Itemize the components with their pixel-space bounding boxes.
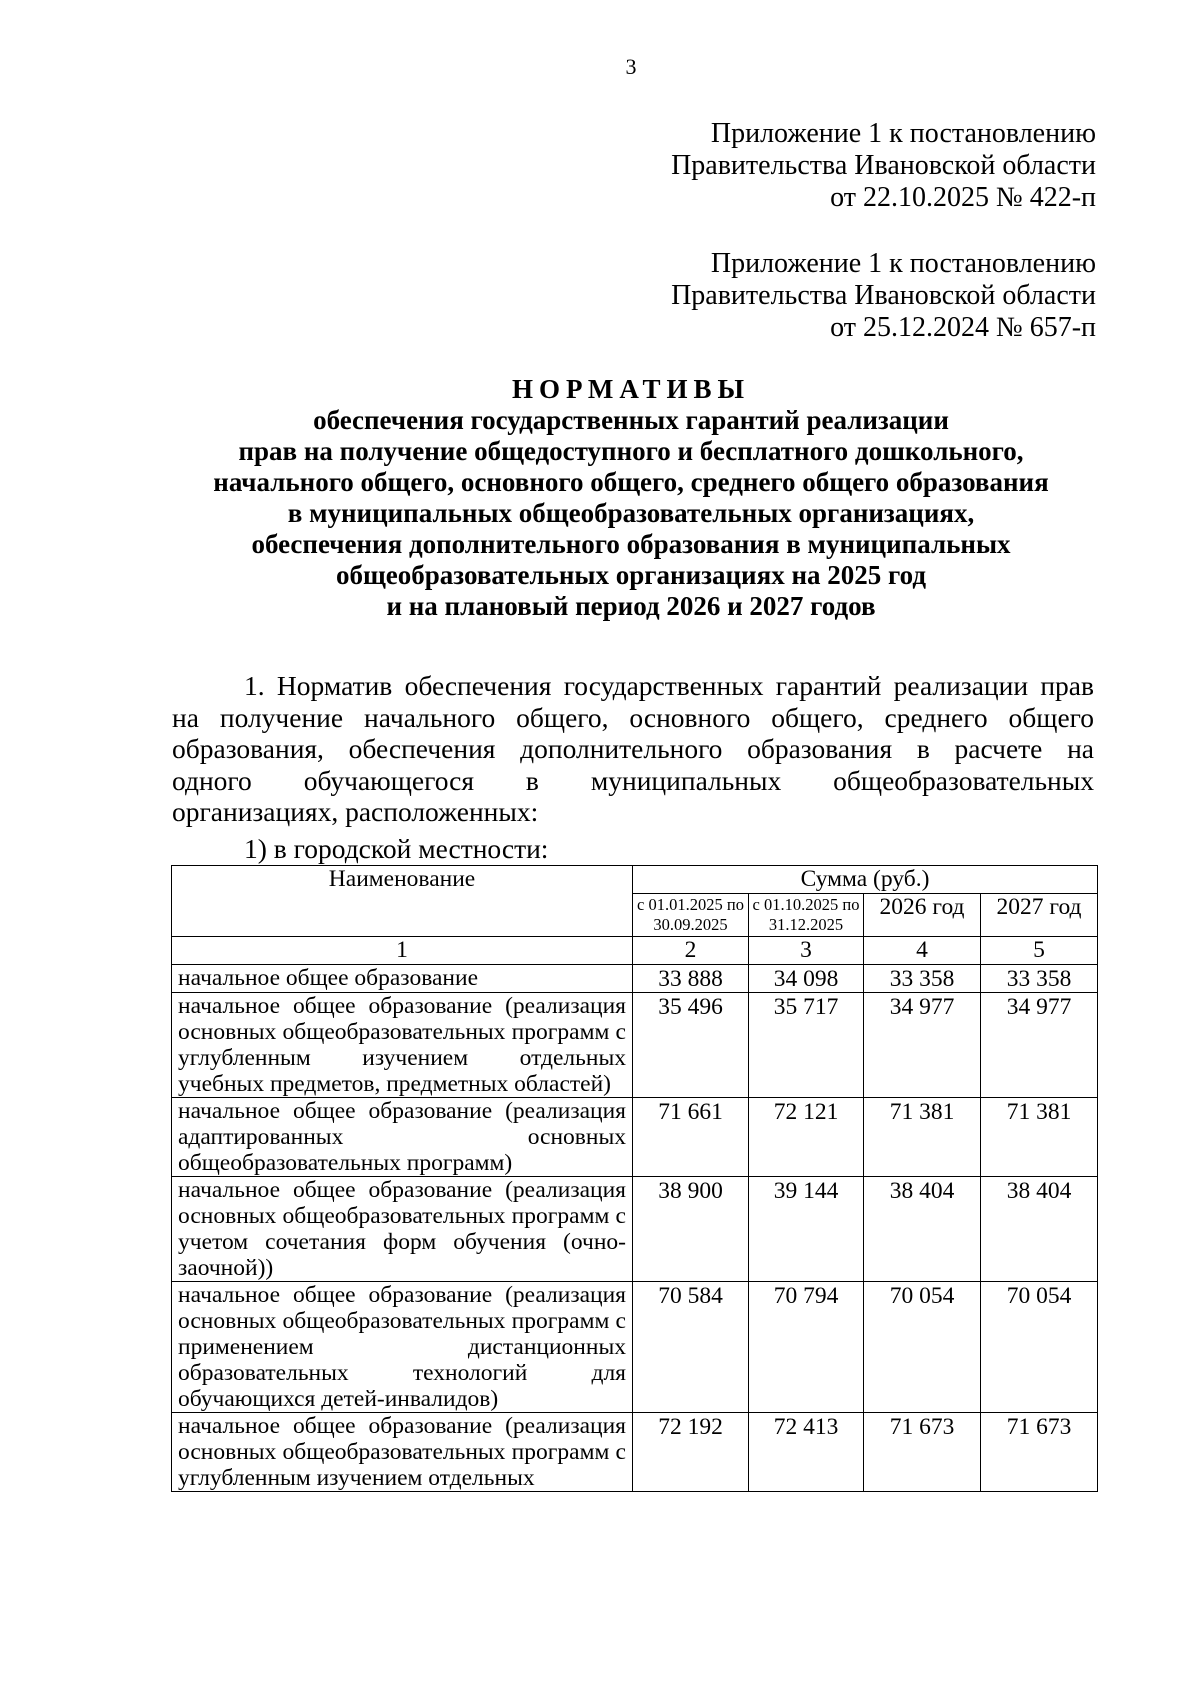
- title-line: обеспечения дополнительного образования в муниципальных: [251, 529, 1011, 559]
- appendix-current-line1: Приложение 1 к постановлению: [710, 118, 1096, 149]
- page-number: 3: [625, 54, 637, 79]
- row-name: начальное общее образование (реализация основных общеобразовательных программ с применением дистанционных образовательных технологий для обучающихся детей-инвалидов): [172, 1282, 633, 1413]
- row-value-2026: 70 054: [864, 1282, 981, 1413]
- header-2027: 2027 год: [981, 894, 1098, 937]
- document-title: [165, 374, 1097, 622]
- appendix-current: [671, 118, 1096, 214]
- column-number: 1: [172, 937, 633, 965]
- paragraph-1: [172, 670, 1094, 828]
- row-value-2025-q1-q3: 70 584: [633, 1282, 749, 1413]
- title-line: начального общего, основного общего, среднего общего образования: [213, 467, 1049, 497]
- paragraph-line: одного обучающегося в муниципальных общеобразовательных: [172, 764, 1094, 796]
- row-value-2025-q1-q3: 35 496: [633, 993, 749, 1098]
- appendix-original-line2: Правительства Ивановской области: [671, 280, 1096, 311]
- row-value-2025-q4: 72 413: [749, 1413, 864, 1492]
- column-number: 2: [633, 937, 749, 965]
- table-row: [172, 1177, 1098, 1282]
- row-value-2025-q4: 34 098: [749, 965, 864, 993]
- appendix-current-line2: Правительства Ивановской области: [671, 150, 1096, 181]
- row-value-2026: 71 673: [864, 1413, 981, 1492]
- header-sum: Сумма (руб.): [633, 866, 1098, 894]
- appendix-original-line1: Приложение 1 к постановлению: [710, 248, 1096, 279]
- row-value-2025-q4: 35 717: [749, 993, 864, 1098]
- row-value-2025-q1-q3: 72 192: [633, 1413, 749, 1492]
- title-line: обеспечения государственных гарантий реализации: [313, 405, 949, 435]
- row-value-2025-q1-q3: 38 900: [633, 1177, 749, 1282]
- header-2026: 2026 год: [864, 894, 981, 937]
- row-value-2025-q1-q3: 71 661: [633, 1098, 749, 1177]
- title-line: прав на получение общедоступного и бесплатного дошкольного,: [238, 436, 1024, 466]
- column-number-row: [172, 937, 1098, 965]
- row-value-2027: 38 404: [981, 1177, 1098, 1282]
- title-line: общеобразовательных организациях на 2025 год: [336, 560, 926, 590]
- paragraph-line: на получение начального общего, основного общего, среднего общего: [172, 701, 1094, 733]
- title-main: НОРМАТИВЫ: [511, 374, 751, 404]
- row-value-2026: 71 381: [864, 1098, 981, 1177]
- table-header-row: [172, 866, 1098, 894]
- row-value-2026: 34 977: [864, 993, 981, 1098]
- title-line: и на плановый период 2026 и 2027 годов: [386, 591, 876, 621]
- row-value-2027: 34 977: [981, 993, 1098, 1098]
- header-name: Наименование: [172, 866, 633, 937]
- header-period-2: с 01.10.2025 по 31.12.2025: [749, 894, 864, 937]
- row-name: начальное общее образование (реализация основных общеобразовательных программ с углубленным изучением отдельных: [172, 1413, 633, 1492]
- row-name: начальное общее образование (реализация адаптированных основных общеобразовательных программ): [172, 1098, 633, 1177]
- column-number: 4: [864, 937, 981, 965]
- table-row: [172, 965, 1098, 993]
- paragraph-line: организациях, расположенных:: [172, 796, 539, 827]
- column-number: 3: [749, 937, 864, 965]
- row-value-2027: 71 673: [981, 1413, 1098, 1492]
- norms-table: [171, 865, 1098, 1492]
- paragraph-line: 1. Норматив обеспечения государственных гарантий реализации прав: [244, 670, 1094, 701]
- row-value-2026: 38 404: [864, 1177, 981, 1282]
- row-value-2027: 71 381: [981, 1098, 1098, 1177]
- table-row: [172, 1098, 1098, 1177]
- table-row: [172, 1413, 1098, 1492]
- paragraph-line: образования, обеспечения дополнительного образования в расчете на: [172, 733, 1094, 764]
- row-value-2025-q4: 39 144: [749, 1177, 864, 1282]
- row-value-2025-q4: 72 121: [749, 1098, 864, 1177]
- row-value-2026: 33 358: [864, 965, 981, 993]
- table-row: [172, 1282, 1098, 1413]
- row-name: начальное общее образование: [172, 965, 633, 993]
- row-name: начальное общее образование (реализация основных общеобразовательных программ с углубленным изучением отдельных учебных предметов, предметных областей): [172, 993, 633, 1098]
- row-value-2027: 33 358: [981, 965, 1098, 993]
- title-line: в муниципальных общеобразовательных организациях,: [287, 498, 975, 528]
- row-name: начальное общее образование (реализация основных общеобразовательных программ с учетом сочетания форм обучения (очно-заочной)): [172, 1177, 633, 1282]
- table-row: [172, 993, 1098, 1098]
- row-value-2027: 70 054: [981, 1282, 1098, 1413]
- appendix-original: [671, 248, 1096, 344]
- appendix-original-line3: от 25.12.2024 № 657-п: [830, 312, 1096, 343]
- row-value-2025-q4: 70 794: [749, 1282, 864, 1413]
- appendix-current-line3: от 22.10.2025 № 422-п: [830, 182, 1096, 213]
- subheading-urban: 1) в городской местности:: [244, 833, 549, 864]
- header-period-1: с 01.01.2025 по 30.09.2025: [633, 894, 749, 937]
- row-value-2025-q1-q3: 33 888: [633, 965, 749, 993]
- column-number: 5: [981, 937, 1098, 965]
